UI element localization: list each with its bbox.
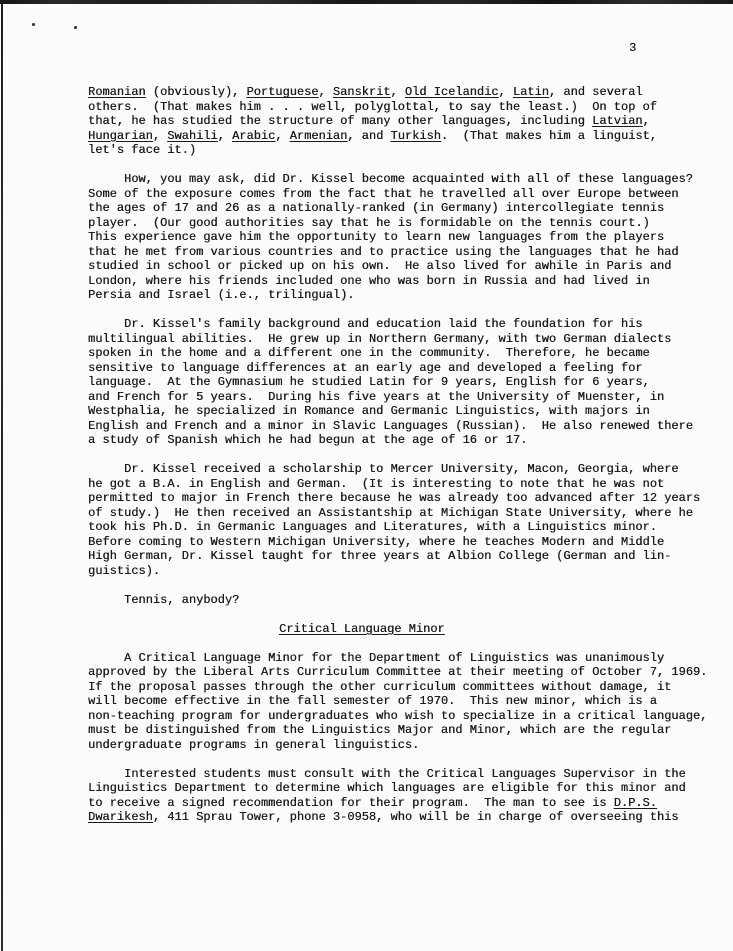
text-line [88,317,713,332]
text-line [88,114,713,129]
text-segment: How, you may ask, did Dr. Kissel become acquainted with all of these languages? [88,172,693,186]
underlined-text: Latvian [592,114,643,128]
text-line [88,680,713,695]
text-line [88,274,713,289]
text-segment: and French for 5 years. During his five years at the University of Muenster, in [88,389,665,404]
text-line [88,390,713,405]
text-segment: London, where his friends included one who was born in Russia and had lived in [88,273,650,288]
text-line [88,201,713,216]
text-segment: Linguistics Department to determine which languages are eligible for this minor and [88,781,686,795]
paragraph [88,651,713,753]
text-segment: Before coming to Western Michigan University, where he teaches Modern and Middle [88,534,665,549]
text-line [88,404,713,419]
scan-edge-top-strip [0,0,733,4]
page-number: 3 [629,41,637,55]
text-segment: , [152,128,168,143]
text-segment: , [642,114,650,128]
text-segment: English and French and a minor in Slavic Languages (Russian). He also renewed there [88,418,693,433]
text-line [88,723,713,738]
underlined-text: Dwarikesh [88,810,153,824]
text-segment: must be distinguished from the Linguistics Major and Minor, which are the regular [88,723,672,737]
text-line [88,709,713,724]
text-segment: Dr. Kissel's family background and education laid the foundation for his [88,317,643,331]
text-line [88,85,713,100]
text-segment: , [318,85,333,99]
text-segment: that he met from various countries and to practice using the languages that he had [88,244,679,259]
text-line [88,477,713,492]
text-segment: guistics). [88,563,161,578]
text-line [88,781,713,796]
text-line [88,419,713,434]
text-line [88,535,713,550]
scan-speck [32,23,35,26]
text-line [88,100,713,115]
text-segment: , [275,128,290,143]
text-line [88,230,713,245]
underlined-text: Armenian [289,128,348,143]
underlined-text: Swahili [167,128,218,143]
text-line [88,810,713,825]
text-line [88,361,713,376]
text-segment: spoken in the home and a different one in the community. Therefore, he became [88,346,650,360]
underlined-text: Sanskrit [332,85,391,99]
underlined-text: Romanian [88,85,146,99]
text-line [88,288,713,303]
paragraph [88,172,713,303]
scan-edge-left-line [1,0,3,951]
text-line [88,796,713,811]
text-line [88,622,713,637]
text-segment: undergraduate programs in general linguistics. [88,737,420,752]
text-segment: sensitive to language differences at an early age and developed a feeling for [88,360,643,375]
text-line [88,491,713,506]
paragraph [88,85,713,158]
text-segment: approved by the Liberal Arts Curriculum Committee at their meeting of October 7, 1969. [88,665,708,679]
text-segment: Some of the exposure comes from the fact that he travelled all over Europe between [88,186,679,201]
document-body [88,85,713,825]
text-line [88,187,713,202]
text-line [88,433,713,448]
text-segment: This experience gave him the opportunity to learn new languages from the players [88,230,665,244]
text-line [88,375,713,390]
text-line [88,520,713,535]
text-segment: , [217,128,233,143]
text-line [88,564,713,579]
text-segment: took his Ph.D. in Germanic Languages and Literatures, with a Linguistics minor. [88,520,657,534]
text-segment: others. (That makes him . . . well, polyglottal, to say the least.) On top of [88,99,657,114]
underlined-text: Hungarian [88,128,153,143]
text-segment: High German, Dr. Kissel taught for three years at Albion College (German and lin- [88,549,672,563]
text-segment: to receive a signed recommendation for their program. The man to see is [88,795,614,810]
text-line [88,665,713,680]
text-segment: If the proposal passes through the other curriculum committees without damage, it [88,679,672,694]
underlined-text: Latin [512,85,549,99]
underlined-text: Turkish [390,128,441,143]
text-segment: language. At the Gymnasium he studied Latin for 9 years, English for 6 years, [88,375,650,389]
paragraph [88,462,713,578]
text-segment: of study.) He then received an Assistantship at Michigan State University, where he [88,505,693,520]
underlined-text: Old Icelandic [404,85,499,99]
paragraph [88,317,713,448]
text-segment: permitted to major in French there because he was already too advanced after 12 years [88,491,701,505]
text-line [88,346,713,361]
text-line [88,549,713,564]
underlined-text: D.P.S. [613,795,657,810]
text-segment: studied in school or picked up on his own. He also lived for awhile in Paris and [88,259,672,273]
text-line [88,651,713,666]
text-segment: non-teaching program for undergraduates who wish to specialize in a critical language, [88,708,708,723]
text-segment: , [390,85,405,99]
text-line [88,462,713,477]
text-segment: Tennis, anybody? [88,592,240,607]
text-segment: he got a B.A. in English and German. (It is interesting to note that he was not [88,476,665,491]
text-segment: , [498,85,513,99]
text-segment: that, he has studied the structure of many other languages, including [88,114,593,128]
text-line [88,172,713,187]
text-line [88,506,713,521]
text-segment: player. (Our good authorities say that he is formidable on the tennis court.) [88,215,650,230]
text-line [88,694,713,709]
text-segment: Westphalia, he specialized in Romance and Germanic Linguistics, with majors in [88,404,650,418]
underlined-text: Arabic [232,128,276,143]
text-line [88,259,713,274]
text-line [88,767,713,782]
text-line [88,129,713,144]
scan-speck [74,26,77,29]
text-segment: the ages of 17 and 26 as a nationally-ranked (in Germany) intercollegiate tennis [88,201,665,215]
text-segment: A Critical Language Minor for the Department of Linguistics was unanimously [88,650,665,665]
text-segment: let's face it.) [88,143,197,157]
text-segment: , and several [548,85,643,99]
text-line [88,245,713,260]
section-heading [88,622,713,637]
text-line [88,143,713,158]
text-segment: , and [347,128,391,143]
text-line [88,332,713,347]
text-segment: Persia and Israel (i.e., trilingual). [88,288,355,302]
text-segment: . (That makes him a linguist, [440,128,657,143]
text-segment: will become effective in the fall semester of 1970. This new minor, which is a [88,694,657,708]
text-segment: a study of Spanish which he had begun at the age of 16 or 17. [88,433,528,447]
text-segment: Dr. Kissel received a scholarship to Mercer University, Macon, Georgia, where [88,462,679,476]
text-line [88,738,713,753]
underlined-text: Critical Language Minor [279,621,445,636]
text-segment: (obviously), [145,85,247,99]
text-line [88,593,713,608]
text-segment: Interested students must consult with the Critical Languages Supervisor in the [88,766,686,781]
paragraph [88,767,713,825]
text-segment: multilingual abilities. He grew up in Northern Germany, with two German dialects [88,331,672,346]
text-line [88,216,713,231]
underlined-text: Portuguese [246,85,319,99]
paragraph [88,593,713,608]
text-segment: , 411 Sprau Tower, phone 3-0958, who will be in charge of overseeing this [152,810,679,824]
